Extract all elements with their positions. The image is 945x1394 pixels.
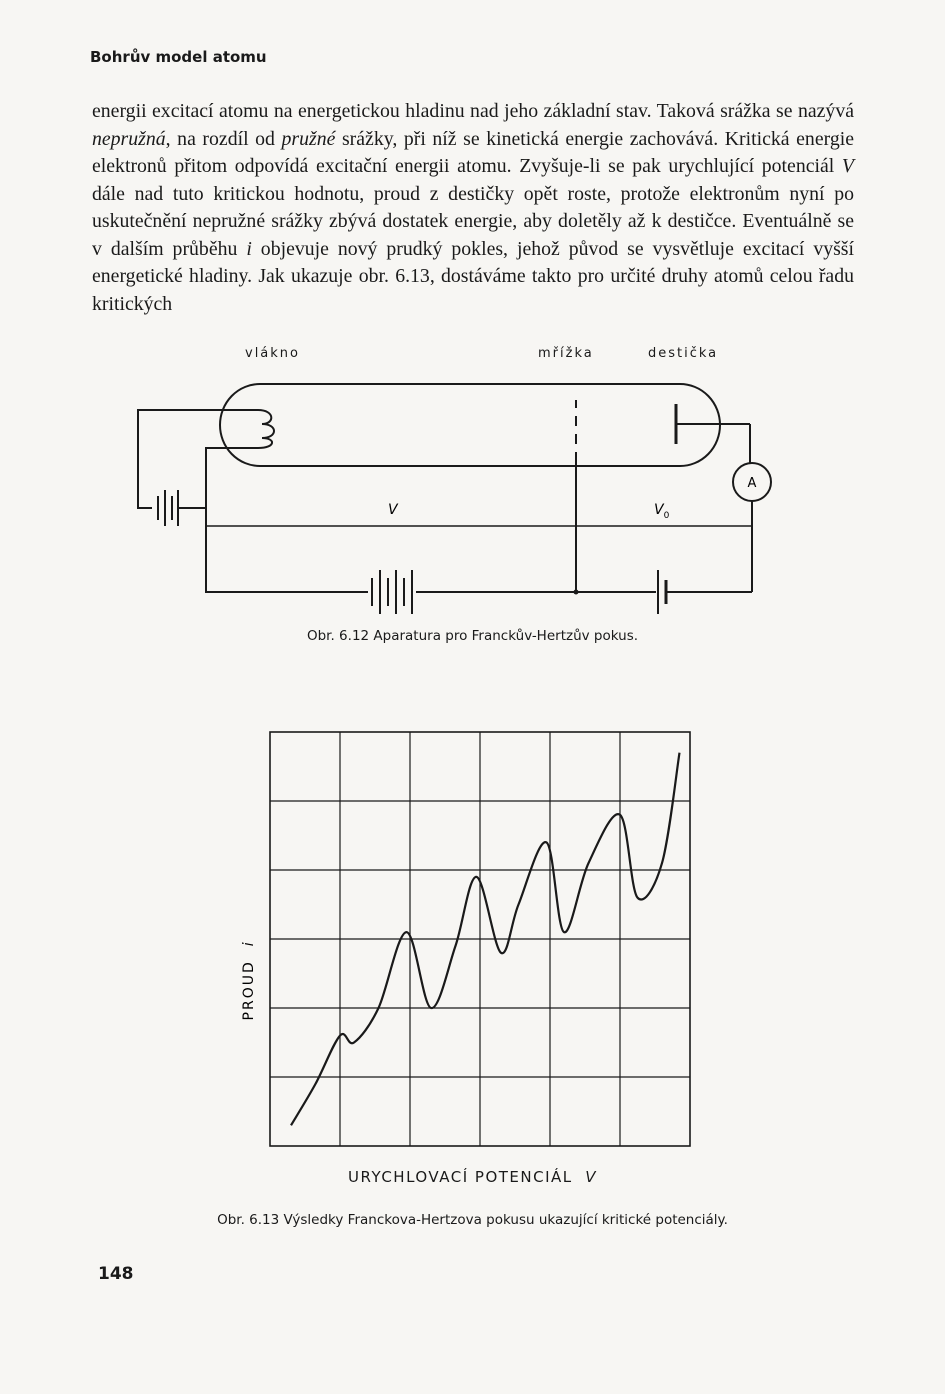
wire-filament-right: [206, 448, 368, 592]
paragraph-text: energii excitací atomu na energetickou hladinu nad jeho základní stav. Taková srážka se nazývá: [92, 100, 854, 122]
ammeter-label: A: [747, 476, 757, 491]
running-header: Bohrův model atomu: [90, 48, 267, 66]
x-axis-label: URYCHLOVACÍ POTENCIÁL V: [348, 1168, 597, 1186]
label-filament: vlákno: [245, 346, 300, 361]
figure-6-12-caption: Obr. 6.12 Aparatura pro Franckův-Hertzův pokus.: [306, 628, 639, 644]
wire-filament-left: [138, 410, 210, 508]
diagram-lines: [138, 384, 771, 614]
var-V: V: [841, 155, 854, 177]
label-V0: $V_0$: [654, 502, 670, 521]
paragraph-text: , na rozdíl od: [165, 127, 282, 150]
y-axis-label: PROUDi: [241, 940, 257, 1021]
label-plate: destička: [648, 346, 719, 361]
junction-dot: [574, 590, 579, 595]
paragraph-text: objevuje nový prudký pokles, jehož původ se vysvětluje excitací vyšší energetické hladiny. Jak ukazuje obr. 6.13, dostáváme takto pro určité druhy atomů celou řadu kritických: [92, 237, 854, 315]
chart-grid: [270, 732, 690, 1146]
franck-hertz-apparatus-diagram: [0, 0, 945, 640]
paragraph-text: srážky, při níž se kinetická energie zachovává. Kritická energie elektronů přitom odpovídá excitační energii atomu. Zvyšuje-li se pak urychlující potenciál: [92, 127, 854, 177]
term-inelastic: nepružná: [92, 127, 166, 150]
term-elastic: pružné: [281, 127, 336, 150]
label-grid: mřížka: [538, 346, 594, 361]
paragraph-text: dále nad tuto kritickou hodnotu, proud z destičky opět roste, protože elektronům nyní po uskutečnění nepružné srážky zbývá dostatek energie, aby doletěly až k destičce. Eventuálně se v dalším průběhu: [92, 182, 854, 260]
var-i: i: [246, 237, 252, 260]
page-number: 148: [98, 1264, 134, 1284]
figure-6-13-caption: Obr. 6.13 Výsledky Franckova-Hertzova pokusu ukazující kritické potenciály.: [217, 1212, 728, 1228]
filament-coil: [258, 410, 274, 448]
vacuum-tube: [220, 384, 720, 466]
label-V: V: [388, 502, 398, 518]
filament-leads: [210, 410, 258, 448]
franck-hertz-results-chart: [0, 700, 945, 1200]
